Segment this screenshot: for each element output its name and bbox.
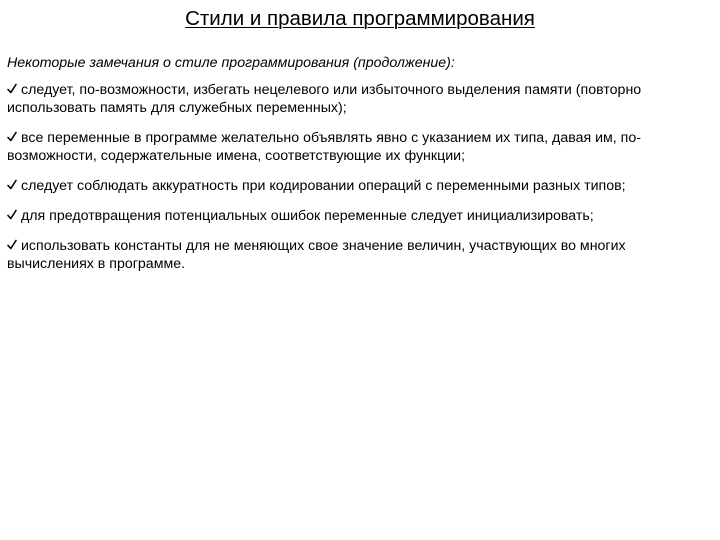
checkmark-icon (7, 83, 17, 95)
bullet-item (7, 237, 712, 273)
bullet-text: следует, по-возможности, избегать нецелевого или избыточного выделения памяти (повторно использовать память для служебных переменных); (7, 82, 642, 116)
bullet-item (7, 177, 712, 195)
bullet-text: следует соблюдать аккуратность при кодировании операций с переменными разных типов; (21, 178, 626, 194)
bullet-item (7, 129, 712, 165)
bullet-item (7, 207, 712, 225)
bullet-item (7, 81, 712, 117)
bullet-text: все переменные в программе желательно объявлять явно с указанием их типа, давая им, по-возможности, содержательные имена, соответствующие их функции; (7, 130, 641, 164)
bullet-text: для предотвращения потенциальных ошибок переменные следует инициализировать; (21, 208, 594, 224)
slide-title: Стили и правила программирования (185, 7, 535, 30)
bullet-list (7, 81, 712, 273)
checkmark-icon (7, 239, 17, 251)
slide-content (7, 54, 712, 285)
slide-subtitle: Некоторые замечания о стиле программирования (продолжение): (7, 55, 455, 71)
bullet-text: использовать константы для не меняющих свое значение величин, участвующих во многих вычислениях в программе. (7, 238, 626, 272)
checkmark-icon (7, 209, 17, 221)
checkmark-icon (7, 131, 17, 143)
checkmark-icon (7, 179, 17, 191)
